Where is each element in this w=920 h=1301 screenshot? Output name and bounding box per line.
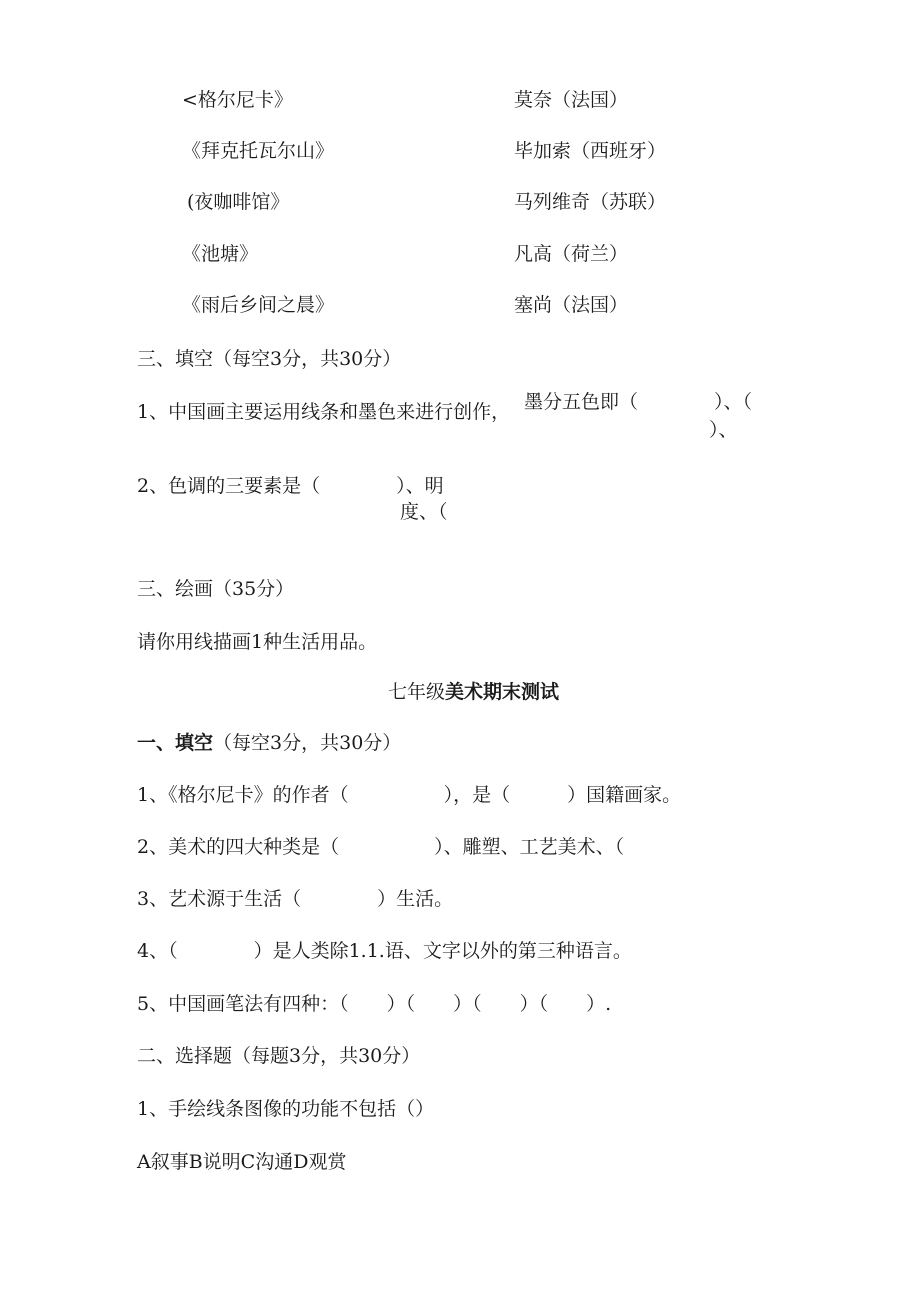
sec1-q2: 2、美术的四大种类是（ ）、雕塑、工艺美术、（ — [137, 836, 625, 858]
work-1: <格尔尼卡》 — [182, 89, 293, 111]
sec3-draw-task: 请你用线描画1种生活用品。 — [137, 631, 378, 653]
sec3-fill-heading: 三、填空（每空3分，共30分） — [137, 348, 402, 370]
sec1-q1: 1、《格尔尼卡》的作者（ ），是（ ）国籍画家。 — [137, 784, 682, 806]
sec1-q4: 4、（ ）是人类除1.1.语、文字以外的第三种语言。 — [137, 940, 632, 962]
artist-4: 凡高（荷兰） — [514, 243, 629, 265]
sec1-heading-bold: 一、填空 — [137, 732, 214, 754]
work-3: (夜咖啡馆》 — [187, 191, 290, 213]
sec1-q3: 3、艺术源于生活（ ）生活。 — [137, 888, 454, 910]
sec1-heading — [137, 731, 401, 755]
exam-title — [388, 680, 559, 704]
sec2-heading: 二、选择题（每题3分，共30分） — [137, 1045, 421, 1067]
sec1-heading-rest: （每空3分，共30分） — [213, 732, 402, 754]
sec2-q1: 1、手绘线条图像的功能不包括（） — [137, 1098, 435, 1120]
work-2: 《拜克托瓦尔山》 — [182, 140, 335, 162]
sec3-q1-part1: 1、中国画主要运用线条和墨色来进行创作， — [137, 401, 511, 423]
sec3-q1-part3: ）、 — [709, 419, 738, 441]
sec3-q2-part1: 2、色调的三要素是（ ）、明 — [137, 475, 444, 497]
sec3-q2-part2: 度、（ — [400, 501, 448, 523]
exam-title-main: 美术期末测试 — [445, 681, 560, 703]
work-4: 《池塘》 — [182, 243, 259, 265]
artist-3: 马列维奇（苏联） — [514, 191, 667, 213]
artist-1: 莫奈（法国） — [514, 89, 629, 111]
sec1-q5: 5、中国画笔法有四种：（ ）（ ）（ ）（ ）. — [137, 993, 612, 1015]
artist-5: 塞尚（法国） — [514, 294, 629, 316]
artist-2: 毕加索（西班牙） — [514, 140, 667, 162]
sec2-q1-options: A叙事B说明C沟通D观赏 — [137, 1151, 347, 1173]
sec3-draw-heading: 三、绘画（35分） — [137, 578, 295, 600]
exam-title-prefix: 七年级 — [388, 681, 446, 703]
work-5: 《雨后乡间之晨》 — [182, 294, 335, 316]
sec3-q1-part2: 墨分五色即（ ）、（ — [524, 391, 753, 413]
